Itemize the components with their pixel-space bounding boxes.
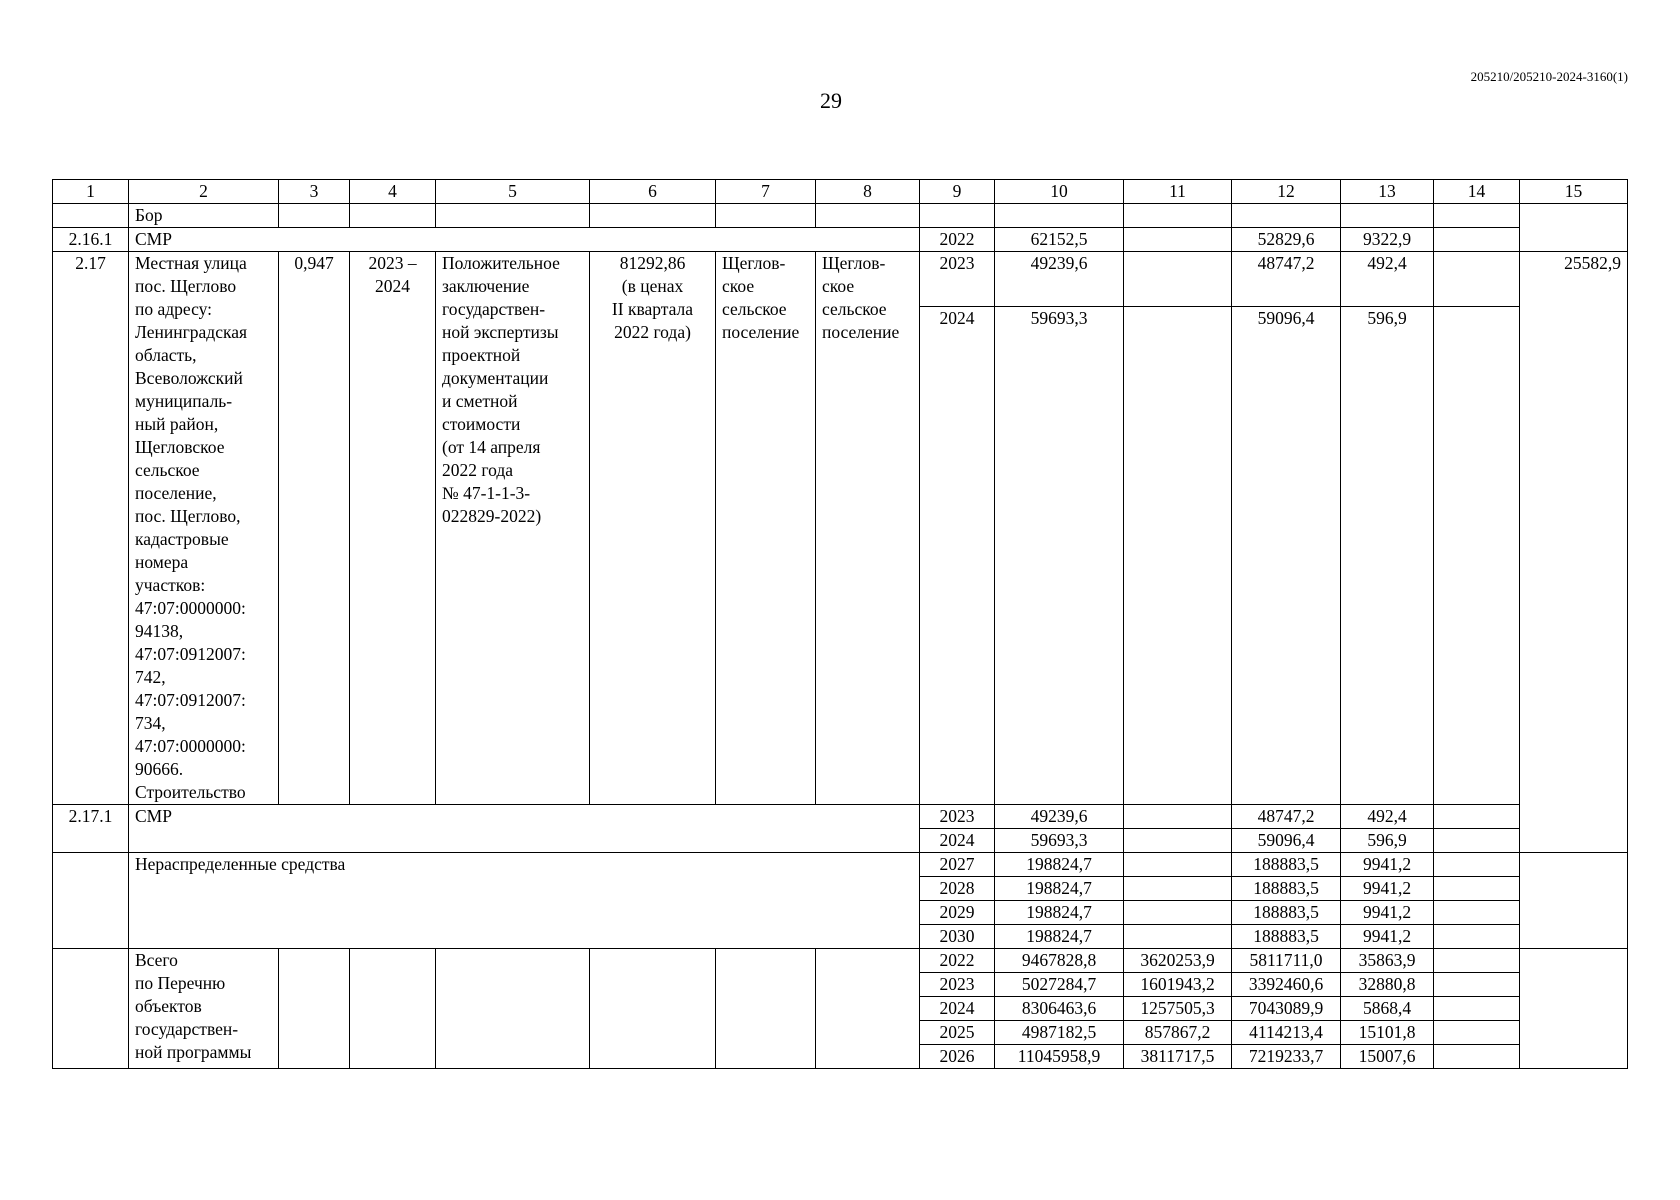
year-cell: 2024 (920, 307, 995, 805)
year-cell: 2029 (920, 901, 995, 925)
value-cell: 62152,5 (995, 228, 1124, 252)
col-header: 12 (1232, 180, 1341, 204)
table-row (53, 949, 1628, 973)
value-cell: 4987182,5 (995, 1021, 1124, 1045)
value-cell: 3811717,5 (1124, 1045, 1232, 1069)
objects-table (52, 179, 1628, 1069)
value-cell: 7219233,7 (1232, 1045, 1341, 1069)
value-cell: 3392460,6 (1232, 973, 1341, 997)
value-cell: 11045958,9 (995, 1045, 1124, 1069)
value-cell: 59693,3 (995, 307, 1124, 805)
value-cell: 59693,3 (995, 829, 1124, 853)
value-cell: 32880,8 (1341, 973, 1434, 997)
col-header: 2 (129, 180, 279, 204)
value-cell: 596,9 (1341, 829, 1434, 853)
table-row (53, 228, 1628, 252)
table-row (53, 805, 1628, 829)
object-name: Местная улица пос. Щеглово по адресу: Ленинградская область, Всеволожский муниципаль- ный район, Щегловское сельское поселение, пос. Щеглово, кадастровые номера участков: 47:07:0000000: 94138, 47:07:0912007: 742, 47:07:0912007: 734, 47:07:0000000: 90666. Строительство (129, 252, 279, 805)
expertise-cell: Положительное заключение государствен- ной экспертизы проектной документации и сметной стоимости (от 14 апреля 2022 года № 47-1-1-3- 022829-2022) (436, 252, 590, 805)
year-cell: 2022 (920, 949, 995, 973)
value-cell: 48747,2 (1232, 805, 1341, 829)
document-id: 205210/205210-2024-3160(1) (1470, 69, 1628, 84)
value-cell: 9322,9 (1341, 228, 1434, 252)
value-cell: 198824,7 (995, 853, 1124, 877)
value-cell: 5811711,0 (1232, 949, 1341, 973)
value-cell: 188883,5 (1232, 853, 1341, 877)
year-cell: 2023 (920, 973, 995, 997)
col-header: 13 (1341, 180, 1434, 204)
value-cell: 9941,2 (1341, 877, 1434, 901)
column-numbers-row (53, 180, 1628, 204)
col-header: 1 (53, 180, 129, 204)
customer-cell: Щеглов- ское сельское поселение (716, 252, 816, 805)
year-cell: 2022 (920, 228, 995, 252)
col-header: 14 (1434, 180, 1520, 204)
value-cell: 25582,9 (1520, 252, 1628, 853)
value-cell: 198824,7 (995, 901, 1124, 925)
year-cell: 2027 (920, 853, 995, 877)
year-cell: 2024 (920, 829, 995, 853)
length-cell: 0,947 (279, 252, 350, 805)
value-cell: 492,4 (1341, 252, 1434, 307)
value-cell: 3620253,9 (1124, 949, 1232, 973)
col-header: 11 (1124, 180, 1232, 204)
year-cell: 2030 (920, 925, 995, 949)
value-cell: 188883,5 (1232, 901, 1341, 925)
col-header: 6 (590, 180, 716, 204)
year-cell: 2023 (920, 805, 995, 829)
period-cell: 2023 – 2024 (350, 252, 436, 805)
value-cell: 59096,4 (1232, 307, 1341, 805)
value-cell: 8306463,6 (995, 997, 1124, 1021)
row-number: 2.17 (53, 252, 129, 805)
page-number: 29 (820, 88, 842, 113)
cost-cell: 81292,86 (в ценах II квартала 2022 года) (590, 252, 716, 805)
col-header: 5 (436, 180, 590, 204)
value-cell: 857867,2 (1124, 1021, 1232, 1045)
col-header: 10 (995, 180, 1124, 204)
year-cell: 2024 (920, 997, 995, 1021)
total-label: Всего по Перечню объектов государствен- ной программы (129, 949, 279, 1069)
value-cell: 596,9 (1341, 307, 1434, 805)
col-header: 3 (279, 180, 350, 204)
value-cell: 35863,9 (1341, 949, 1434, 973)
col-header: 8 (816, 180, 920, 204)
value-cell: 188883,5 (1232, 877, 1341, 901)
owner-cell: Щеглов- ское сельское поселение (816, 252, 920, 805)
value-cell: 48747,2 (1232, 252, 1341, 307)
year-cell: 2026 (920, 1045, 995, 1069)
value-cell: 198824,7 (995, 925, 1124, 949)
value-cell: 188883,5 (1232, 925, 1341, 949)
value-cell: 5027284,7 (995, 973, 1124, 997)
value-cell: 1257505,3 (1124, 997, 1232, 1021)
col-header: 4 (350, 180, 436, 204)
value-cell: 9941,2 (1341, 853, 1434, 877)
value-cell: 52829,6 (1232, 228, 1341, 252)
value-cell: 1601943,2 (1124, 973, 1232, 997)
value-cell: 15101,8 (1341, 1021, 1434, 1045)
table-row (53, 204, 1628, 228)
work-type: СМР (129, 805, 920, 853)
value-cell: 15007,6 (1341, 1045, 1434, 1069)
col-header: 9 (920, 180, 995, 204)
table-row (53, 252, 1628, 307)
value-cell: 9941,2 (1341, 925, 1434, 949)
value-cell: 198824,7 (995, 877, 1124, 901)
unallocated-label: Нераспределенные средства (129, 853, 920, 949)
year-cell: 2025 (920, 1021, 995, 1045)
year-cell: 2023 (920, 252, 995, 307)
work-type: СМР (129, 228, 920, 252)
value-cell: 9467828,8 (995, 949, 1124, 973)
value-cell: 4114213,4 (1232, 1021, 1341, 1045)
col-header: 15 (1520, 180, 1628, 204)
value-cell: 5868,4 (1341, 997, 1434, 1021)
row-number: 2.17.1 (53, 805, 129, 853)
table-row (53, 853, 1628, 877)
value-cell: 492,4 (1341, 805, 1434, 829)
value-cell: 49239,6 (995, 252, 1124, 307)
col-header: 7 (716, 180, 816, 204)
object-name: Бор (129, 204, 279, 228)
row-number: 2.16.1 (53, 228, 129, 252)
value-cell: 9941,2 (1341, 901, 1434, 925)
value-cell: 7043089,9 (1232, 997, 1341, 1021)
value-cell: 49239,6 (995, 805, 1124, 829)
year-cell: 2028 (920, 877, 995, 901)
value-cell: 59096,4 (1232, 829, 1341, 853)
